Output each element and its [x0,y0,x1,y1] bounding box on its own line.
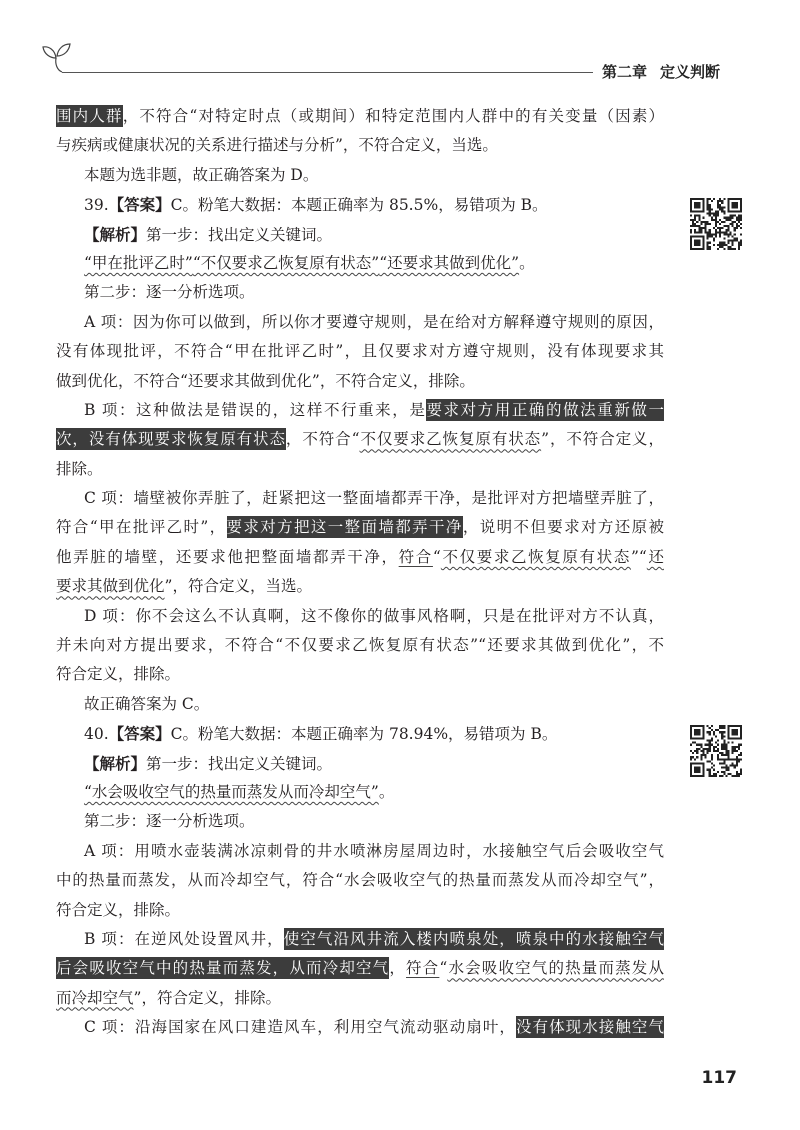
text-segment: 第一步：找出定义关键词。 [146,754,333,773]
qr-code-icon [690,198,742,250]
highlighted-text: 围内人群 [56,107,123,125]
wavy-underlined-keyword: 还 [646,547,664,566]
chapter-label: 第二章 [602,63,648,81]
text-segment: 。 [519,253,535,272]
text-segment: 与疾病或健康状况的关系进行描述与分析”，不符合定义，当选。 [56,136,498,155]
text-segment: 本题为选非题，故正确答案为 D。 [84,165,319,184]
text-line [56,278,664,307]
text-line [56,396,664,425]
text-segment: C 项：沿海国家在风口建造风车，利用空气流动驱动扇叶， [84,1018,516,1037]
text-segment: B 项：在逆风处设置风井， [84,929,284,948]
text-line [56,984,664,1013]
text-line [56,425,664,454]
text-line [56,161,664,190]
text-segment: “ [439,959,448,978]
text-segment: 他弄脏的墙壁，还要求他把整面墙都弄干净， [56,547,399,566]
text-segment: 符合定义，排除。 [56,900,181,919]
text-segment: 第一步：找出定义关键词。 [146,225,333,244]
header-rule [62,72,593,73]
running-header [602,61,720,82]
wavy-underlined-keyword: 不仅要求乙恢复原有状态 [359,430,542,449]
text-segment: 符合定义，排除。 [56,665,181,684]
text-line [56,308,664,337]
highlighted-text: 要求对方把这一整面墙都弄干净 [226,518,463,537]
text-segment: 第二步：逐一分析选项。 [84,812,255,831]
wavy-underlined-keyword: 水会吸收空气的热量而蒸发从 [447,959,664,978]
qr-code-icon [690,725,742,777]
bold-label: 【解析】 [84,224,147,244]
text-line [56,690,664,719]
explanation-body [56,102,664,1043]
text-segment: 。 [378,782,395,801]
text-segment: ”，符合定义，当选。 [164,577,312,596]
text-segment: A 项：用喷水壶装满冰凉刺骨的井水喷淋房屋周边时，水接触空气后会吸收空气 [84,841,664,860]
highlighted-text: 次，没有体现要求恢复原有状态 [56,430,286,449]
text-line [56,513,664,542]
answer-line-39 [56,190,664,219]
wavy-underlined-keyword: “不仅要求乙恢复原有状态” [192,253,380,272]
text-line [56,484,664,513]
text-line [56,866,664,895]
text-line [56,925,664,954]
wavy-underlined-keyword: 要求其做到优化 [56,577,165,596]
text-segment: 没有体现批评，不符合“甲在批评乙时”，且仅要求对方遵守规则，没有体现要求其 [56,342,664,361]
text-segment: C。粉笔大数据：本题正确率为 78.94%，易错项为 B。 [170,725,558,744]
text-line [56,954,664,983]
answer-line-40 [56,719,664,748]
text-segment: 中的热量而蒸发，从而冷却空气，符合“水会吸收空气的热量而蒸发从而冷却空气”， [56,871,664,890]
text-line [56,572,664,601]
text-segment: C。粉笔大数据：本题正确率为 85.5%，易错项为 B。 [170,196,548,215]
text-line [56,367,664,396]
bold-label: 【解析】 [84,753,147,773]
text-segment: ，不符合“ [285,430,360,449]
wavy-underlined-keyword: “甲在批评乙时” [84,253,193,272]
text-segment: ”“ [630,547,647,566]
text-line [56,543,664,572]
wavy-underlined-keyword: “水会吸收空气的热量而蒸发从而冷却空气” [84,782,379,801]
text-segment: ，不符合“对特定时点（或期间）和特定范围内人群中的有关变量（因素） [122,107,664,125]
text-line [56,837,664,866]
text-segment: 做到优化，不符合“还要求其做到优化”，不符合定义，排除。 [56,371,475,390]
text-segment: ，说明不但要求对方还原被 [462,518,664,537]
text-segment: “ [432,547,441,566]
text-line [56,660,664,689]
text-segment: D 项：你不会这么不认真啊，这不像你的做事风格啊，只是在批评对方不认真， [84,606,664,625]
section-label: 定义判断 [660,63,721,81]
sprout-icon [36,36,76,76]
underlined-text: 符合 [398,547,433,566]
highlighted-text: 后会吸收空气中的热量而蒸发，从而冷却空气 [56,959,390,978]
highlighted-text: 要求对方用正确的做法重新做一 [426,400,664,419]
text-line [56,455,664,484]
text-line [56,749,664,778]
page-number: 117 [701,1068,737,1088]
text-segment: ， [389,959,407,978]
text-line [56,1013,664,1042]
text-segment: 故正确答案为 C。 [84,694,210,713]
bold-label: 【答案】 [108,724,171,744]
text-segment: 并未向对方提出要求，不符合“不仅要求乙恢复原有状态”“还要求其做到优化”，不 [56,636,664,655]
text-line [56,631,664,660]
text-line [56,896,664,925]
wavy-underlined-keyword: “还要求其做到优化” [379,253,520,272]
text-segment: 符合“甲在批评乙时”， [56,518,227,537]
text-line [56,131,664,160]
text-line [56,807,664,836]
text-line [56,102,664,131]
text-segment: C 项：墙壁被你弄脏了，赶紧把这一整面墙都弄干净，是批评对方把墙壁弄脏了， [84,489,664,508]
question-number: 40. [84,725,109,744]
text-segment: 第二步：逐一分析选项。 [84,283,255,302]
text-segment: ”，符合定义，排除。 [133,988,281,1007]
wavy-underlined-keyword: 不仅要求乙恢复原有状态 [440,547,631,566]
text-segment: B 项：这种做法是错误的，这样不行重来，是 [84,400,427,419]
text-segment: 排除。 [56,459,103,478]
text-line [56,220,664,249]
text-segment: ”，不符合定义， [541,430,664,449]
text-segment: A 项：因为你可以做到，所以你才要遵守规则，是在给对方解释遵守规则的原因， [84,312,664,331]
text-line [56,337,664,366]
underlined-text: 符合 [406,959,440,978]
wavy-underlined-keyword: 而冷却空气 [56,988,134,1007]
question-number: 39. [84,196,109,215]
bold-label: 【答案】 [108,195,171,215]
text-line [56,778,664,807]
highlighted-text: 使空气沿风井流入楼内喷泉处，喷泉中的水接触空气 [283,929,664,948]
text-line [56,249,664,278]
text-line [56,602,664,631]
highlighted-text: 没有体现水接触空气 [515,1018,664,1037]
